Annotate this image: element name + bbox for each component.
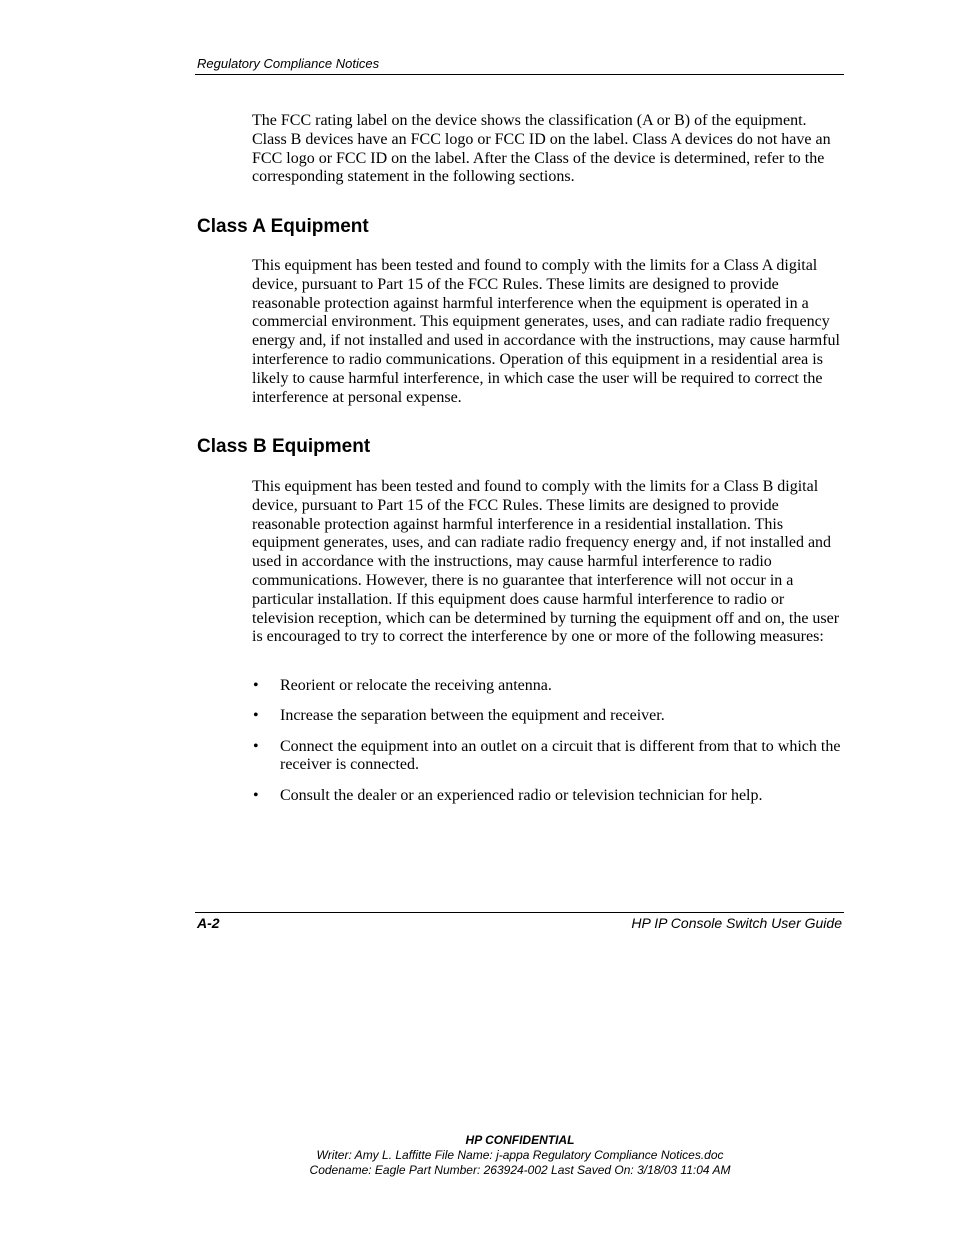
list-item-text: Consult the dealer or an experienced radio or television technician for help.: [280, 786, 763, 804]
list-item: [252, 677, 842, 696]
class-b-paragraph: This equipment has been tested and found to comply with the limits for a Class B digital device, pursuant to Part 15 of the FCC Rules. These limits are designed to provide reasonable protection against harmful interference in a residential installation. This equipment generates, uses, and can radiate radio frequency energy and, if not installed and used in accordance with the instructions, may cause harmful interference to radio communications. However, there is no guarantee that interference will not occur in a particular installation. If this equipment does cause harmful interference to radio or television reception, which can be determined by turning the equipment off and on, the user is encouraged to try to correct the interference by one or more of the following measures:: [252, 478, 840, 646]
list-item: [252, 738, 842, 776]
running-header: Regulatory Compliance Notices: [197, 56, 380, 71]
bullet-icon: •: [253, 737, 259, 755]
list-item-text: Reorient or relocate the receiving antenna.: [280, 677, 552, 694]
footer-rule: [195, 912, 844, 913]
confidential-title: HP CONFIDENTIAL: [465, 1133, 575, 1147]
class-a-heading: Class A Equipment: [197, 216, 369, 237]
bullet-icon: •: [253, 786, 259, 804]
bullet-icon: •: [253, 677, 259, 694]
list-item: [252, 787, 842, 806]
confidential-writer-line: Writer: Amy L. Laffitte File Name: j-appa Regulatory Compliance Notices.doc: [316, 1148, 724, 1162]
header-rule: [195, 74, 844, 75]
intro-paragraph: The FCC rating label on the device shows the classification (A or B) of the equipment. Class B devices have an FCC logo or FCC ID on the label. Class A devices do not have an FCC logo or FCC ID on the label. After the Class of the device is determined, refer to the corresponding statement in the following sections.: [252, 112, 831, 186]
list-item-text: Increase the separation between the equipment and receiver.: [280, 707, 665, 725]
list-item: [252, 707, 842, 726]
page-number: A-2: [197, 915, 220, 931]
measures-list: [252, 677, 842, 817]
bullet-icon: •: [253, 707, 259, 725]
document-title: HP IP Console Switch User Guide: [631, 915, 842, 931]
list-item-text: Connect the equipment into an outlet on a circuit that is different from that to which the receiver is connected.: [280, 737, 841, 774]
confidential-block: [0, 1133, 954, 1178]
class-a-paragraph: This equipment has been tested and found to comply with the limits for a Class A digital device, pursuant to Part 15 of the FCC Rules. These limits are designed to provide reasonable protection against harmful interference when the equipment is operated in a commercial environment. This equipment generates, uses, and can radiate radio frequency energy and, if not installed and used in accordance with the instructions, may cause harmful interference to radio communications. Operation of this equipment in a residential area is likely to cause harmful interference, in which case the user will be required to correct the interference at personal expense.: [252, 257, 840, 406]
class-b-heading: Class B Equipment: [197, 436, 371, 457]
confidential-codename-line: Codename: Eagle Part Number: 263924-002 Last Saved On: 3/18/03 11:04 AM: [309, 1163, 731, 1177]
